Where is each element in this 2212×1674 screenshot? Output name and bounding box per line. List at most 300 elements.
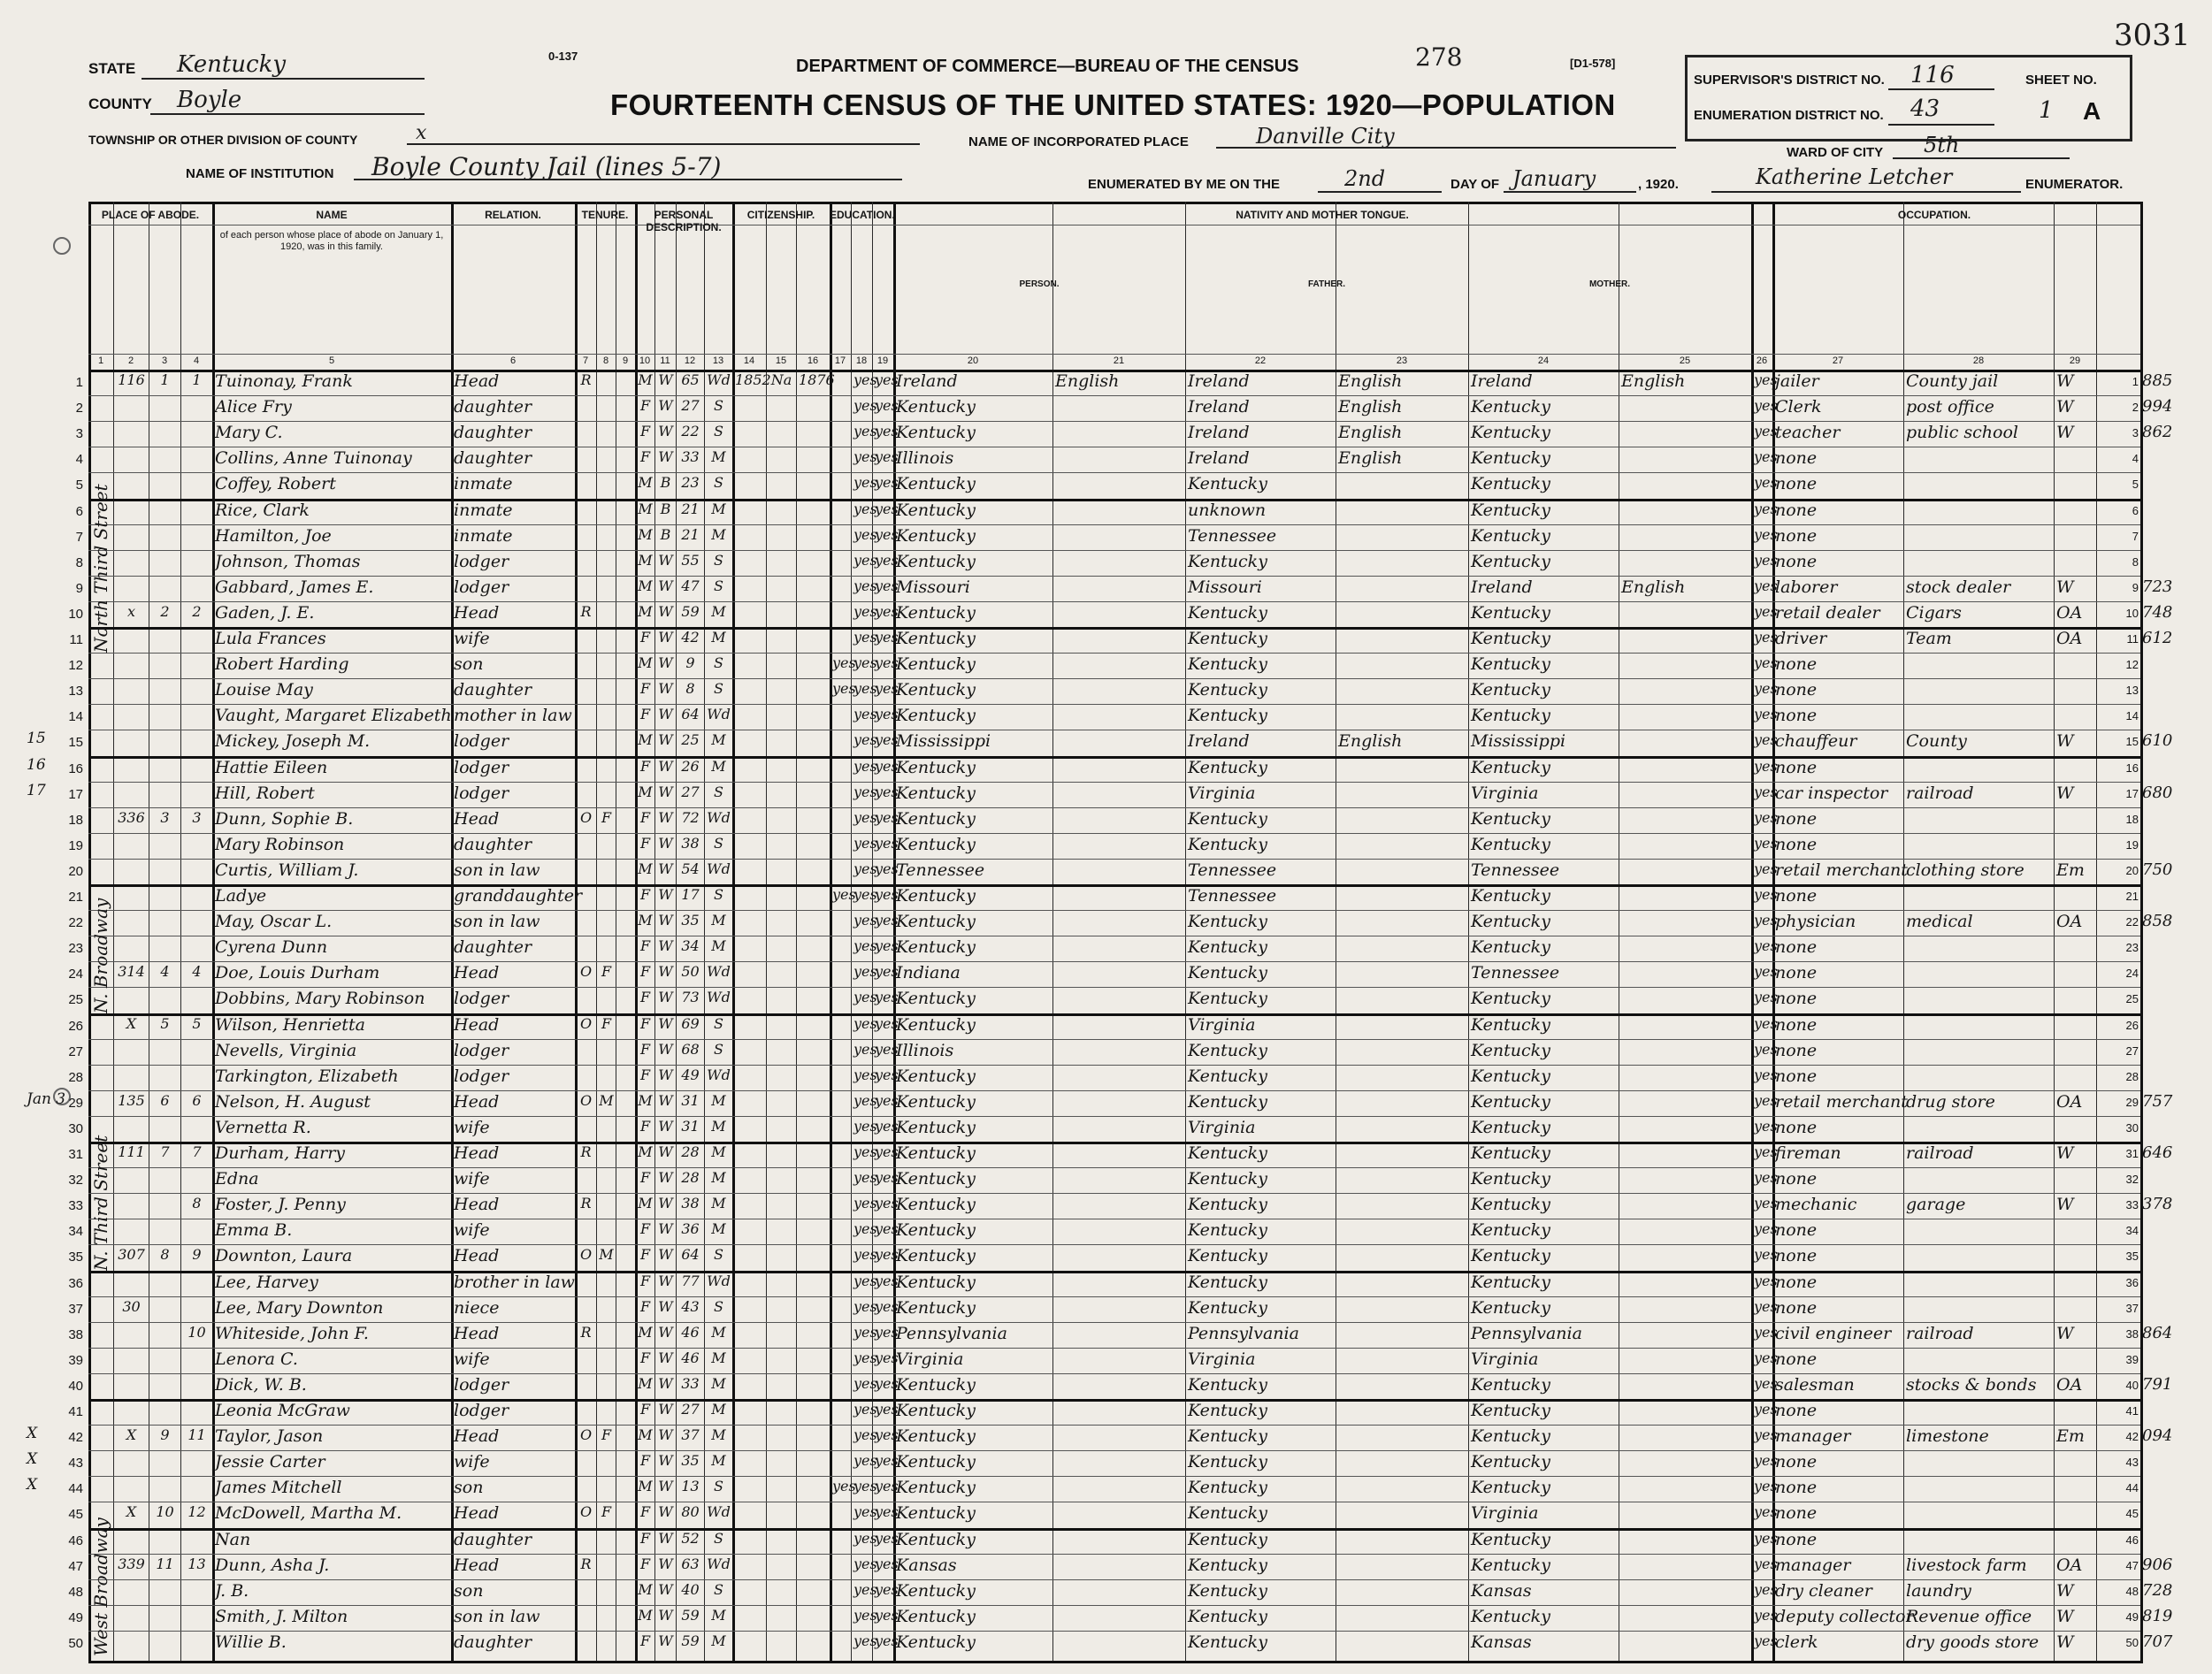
- column-group-heading: RELATION.: [485, 209, 541, 221]
- cell-rel: inmate: [454, 500, 513, 520]
- cell-eng: yes: [1754, 1169, 1778, 1187]
- cell-sex: M: [638, 1580, 653, 1598]
- enumerator-name: Katherine Letcher: [1756, 164, 1953, 189]
- cell-ftongue: English: [1338, 448, 1403, 469]
- cell-race: W: [658, 371, 673, 388]
- row-number: 32: [68, 1173, 83, 1189]
- cell-pob: Kentucky: [896, 1452, 976, 1472]
- cell-age: 50: [681, 963, 700, 981]
- cell-name: Doe, Louis Durham: [215, 963, 380, 983]
- cell-occ: none: [1775, 886, 1818, 906]
- cell-cls: OA: [2056, 912, 2083, 932]
- cell-occ: none: [1775, 757, 1818, 777]
- cell-occ: none: [1775, 834, 1818, 854]
- cell-eng: yes: [1754, 577, 1778, 594]
- cell-age: 59: [681, 1606, 700, 1624]
- cell-age: 49: [681, 1066, 700, 1083]
- column-number: 10: [639, 355, 651, 366]
- cell-wr: yes: [875, 1374, 899, 1392]
- cell-rd: yes: [853, 1297, 877, 1315]
- cell-sex: M: [638, 1091, 653, 1109]
- cell-rel: lodger: [454, 1040, 509, 1060]
- cell-sex: M: [638, 474, 653, 492]
- occupation-code: 094: [2142, 1426, 2173, 1446]
- cell-rel: Head: [454, 1091, 500, 1112]
- occupation-code: 612: [2142, 629, 2173, 647]
- cell-race: W: [658, 1632, 673, 1649]
- row-number-right: 27: [2125, 1043, 2139, 1058]
- cell-wr: yes: [875, 1632, 899, 1649]
- enumerated-label: ENUMERATED BY ME ON THE: [1088, 177, 1280, 192]
- cell-name: Robert Harding: [215, 654, 349, 675]
- cell-yr: 1852: [735, 371, 771, 388]
- cell-mpob: Kentucky: [1471, 1195, 1550, 1215]
- cell-pob: Kentucky: [896, 937, 976, 958]
- cell-sex: M: [638, 551, 653, 569]
- cell-age: 35: [681, 912, 700, 929]
- cell-wr: yes: [875, 680, 899, 698]
- column-group-heading: EDUCATION.: [830, 209, 895, 221]
- cell-age: 59: [681, 602, 700, 620]
- cell-mar: M: [711, 731, 726, 749]
- cell-mpob: Virginia: [1471, 783, 1539, 803]
- row-number: 28: [68, 1069, 83, 1085]
- cell-race: W: [658, 602, 673, 620]
- row-number: 44: [68, 1481, 83, 1497]
- row-number: 38: [68, 1326, 83, 1342]
- cell-fpob: Kentucky: [1188, 680, 1267, 700]
- cell-fpob: Kentucky: [1188, 629, 1267, 648]
- cell-race: W: [658, 1555, 673, 1572]
- row-number: 40: [68, 1378, 83, 1394]
- cell-fpob: Kentucky: [1188, 1220, 1267, 1241]
- cell-rd: yes: [853, 937, 877, 955]
- cell-eng: yes: [1754, 629, 1778, 646]
- cell-mpob: Kentucky: [1471, 937, 1550, 958]
- cell-race: W: [658, 1091, 673, 1109]
- cell-rd: yes: [853, 1478, 877, 1495]
- row-number: 43: [68, 1456, 83, 1471]
- cell-occ: none: [1775, 1040, 1818, 1060]
- nativity-subheading: FATHER.: [1307, 279, 1346, 289]
- cell-age: 21: [681, 500, 700, 517]
- cell-fpob: Kentucky: [1188, 1452, 1267, 1472]
- cell-dw: x: [126, 602, 136, 620]
- cell-rd: yes: [853, 1606, 877, 1624]
- row-number-right: 43: [2125, 1456, 2139, 1470]
- cell-wr: yes: [875, 1117, 899, 1135]
- cell-name: Mary C.: [215, 423, 283, 443]
- cell-mpob: Kentucky: [1471, 1606, 1550, 1626]
- column-number: 27: [1832, 355, 1844, 366]
- cell-name: Whiteside, John F.: [215, 1323, 369, 1343]
- cell-dw: 30: [122, 1297, 141, 1315]
- cell-name: McDowell, Martha M.: [215, 1503, 402, 1524]
- cell-age: 64: [681, 1246, 700, 1264]
- cell-nat: Na: [770, 371, 792, 388]
- cell-wr: yes: [875, 1220, 899, 1238]
- cell-race: W: [658, 783, 673, 800]
- cell-age: 72: [681, 808, 700, 826]
- cell-rd: yes: [853, 654, 877, 672]
- row-number-right: 46: [2125, 1533, 2139, 1547]
- cell-age: 23: [681, 474, 700, 492]
- row-number: 8: [75, 554, 83, 570]
- cell-eng: yes: [1754, 1014, 1778, 1032]
- cell-wr: yes: [875, 1503, 899, 1521]
- cell-rel: inmate: [454, 474, 513, 494]
- department-title: DEPARTMENT OF COMMERCE—BUREAU OF THE CENSUS: [796, 57, 1299, 76]
- cell-occ: none: [1775, 1220, 1818, 1241]
- cell-wr: yes: [875, 1349, 899, 1366]
- cell-occ: chauffeur: [1775, 731, 1857, 752]
- row-number: 35: [68, 1250, 83, 1265]
- row-number-right: 29: [2125, 1095, 2139, 1109]
- cell-eng: yes: [1754, 937, 1778, 955]
- cell-occ: none: [1775, 448, 1818, 469]
- cell-race: W: [658, 808, 673, 826]
- cell-sex: F: [639, 1452, 651, 1470]
- cell-occ: laborer: [1775, 577, 1838, 597]
- cell-own: F: [601, 1426, 612, 1444]
- cell-sex: M: [638, 1143, 653, 1160]
- cell-ten: O: [579, 1014, 593, 1032]
- column-number: 19: [876, 355, 889, 366]
- cell-rd: yes: [853, 1091, 877, 1109]
- occupation-code: 864: [2142, 1323, 2173, 1342]
- cell-mar: Wd: [707, 1066, 731, 1083]
- column-number: 16: [807, 355, 819, 366]
- cell-sex: M: [638, 1323, 653, 1341]
- cell-race: W: [658, 1349, 673, 1366]
- cell-mar: M: [711, 757, 726, 775]
- cell-name: Curtis, William J.: [215, 860, 359, 880]
- cell-occ: none: [1775, 1401, 1818, 1420]
- district-box: [1685, 55, 2132, 141]
- occupation-code: 378: [2142, 1195, 2173, 1214]
- cell-f: 7: [192, 1143, 202, 1160]
- cell-wr: yes: [875, 1580, 899, 1598]
- row-number: 48: [68, 1584, 83, 1600]
- row-number: 39: [68, 1352, 83, 1368]
- cell-wr: yes: [875, 602, 899, 620]
- cell-wr: yes: [875, 577, 899, 594]
- cell-occ: none: [1775, 1478, 1818, 1498]
- cell-name: Nevells, Virginia: [215, 1040, 357, 1060]
- cell-fpob: Kentucky: [1188, 1195, 1267, 1215]
- column-number: 20: [967, 355, 979, 366]
- cell-sex: M: [638, 577, 653, 594]
- margin-note: 15: [27, 730, 46, 748]
- cell-rd: yes: [853, 1426, 877, 1444]
- cell-name: Edna: [215, 1169, 259, 1189]
- cell-race: W: [658, 1606, 673, 1624]
- cell-age: 73: [681, 989, 700, 1006]
- cell-occ: none: [1775, 654, 1818, 675]
- cell-cls: W: [2056, 1580, 2074, 1601]
- cell-pob: Kentucky: [896, 474, 976, 494]
- row-number: 7: [75, 529, 83, 545]
- cell-race: W: [658, 886, 673, 903]
- cell-name: Johnson, Thomas: [215, 551, 361, 571]
- cell-eng: yes: [1754, 1323, 1778, 1341]
- column-number: 22: [1254, 355, 1267, 366]
- corner-number: 3031: [2114, 18, 2191, 53]
- margin-note: X: [27, 1476, 38, 1494]
- cell-eng: yes: [1754, 731, 1778, 749]
- cell-pob: Kentucky: [896, 706, 976, 726]
- occupation-code: 994: [2142, 397, 2173, 417]
- cell-fpob: Pennsylvania: [1188, 1323, 1299, 1343]
- cell-race: W: [658, 1195, 673, 1212]
- cell-occ: none: [1775, 989, 1818, 1009]
- cell-eng: yes: [1754, 1401, 1778, 1418]
- cell-fpob: Kentucky: [1188, 1246, 1267, 1266]
- cell-rel: granddaughter: [454, 886, 583, 906]
- cell-rd: yes: [853, 577, 877, 594]
- cell-d: 5: [160, 1014, 170, 1032]
- cell-occ: none: [1775, 551, 1818, 571]
- cell-age: 35: [681, 1452, 700, 1470]
- nativity-subheading: MOTHER.: [1588, 279, 1631, 289]
- column-group-heading: CITIZENSHIP.: [746, 209, 815, 221]
- row-number-right: 33: [2125, 1198, 2139, 1212]
- cell-rd: yes: [853, 629, 877, 646]
- cell-ind: stocks & bonds: [1906, 1374, 2037, 1395]
- occupation-code: 906: [2142, 1555, 2173, 1574]
- cell-tongue: English: [1055, 371, 1120, 391]
- cell-race: W: [658, 1323, 673, 1341]
- cell-fpob: Kentucky: [1188, 1091, 1267, 1112]
- cell-rd: yes: [853, 1169, 877, 1187]
- street-name: West Broadway: [90, 1517, 111, 1656]
- cell-fpob: Kentucky: [1188, 474, 1267, 494]
- row-number-right: 39: [2125, 1352, 2139, 1366]
- cell-ind: public school: [1906, 423, 2018, 443]
- cell-name: Alice Fry: [215, 397, 292, 417]
- column-number: 8: [602, 355, 609, 366]
- row-number-right: 13: [2125, 684, 2139, 698]
- cell-name: Hamilton, Joe: [215, 525, 332, 546]
- cell-mpob: Kentucky: [1471, 397, 1550, 417]
- cell-fpob: Kentucky: [1188, 1606, 1267, 1626]
- row-number: 26: [68, 1018, 83, 1034]
- cell-name: Mary Robinson: [215, 834, 345, 854]
- cell-rd: yes: [853, 1374, 877, 1392]
- punch-hole: [53, 237, 71, 255]
- column-number: 1: [97, 355, 104, 366]
- cell-ind: garage: [1906, 1195, 1966, 1215]
- row-number: 31: [68, 1147, 83, 1162]
- cell-mar: Wd: [707, 989, 731, 1006]
- cell-mar: Wd: [707, 1503, 731, 1521]
- cell-sex: F: [639, 1349, 651, 1366]
- row-number-right: 8: [2132, 554, 2139, 569]
- cell-pob: Kentucky: [896, 500, 976, 520]
- cell-pob: Kentucky: [896, 397, 976, 417]
- cell-nyr: 1876: [799, 371, 835, 388]
- column-number: 11: [660, 355, 670, 366]
- cell-eng: yes: [1754, 680, 1778, 698]
- cell-race: W: [658, 1220, 673, 1238]
- cell-rd: yes: [853, 371, 877, 388]
- cell-rel: daughter: [454, 1632, 532, 1652]
- cell-mpob: Kentucky: [1471, 654, 1550, 675]
- cell-name: Leonia McGraw: [215, 1401, 350, 1420]
- cell-fpob: Kentucky: [1188, 834, 1267, 854]
- cell-dw: 339: [118, 1555, 145, 1572]
- cell-rel: son in law: [454, 912, 540, 932]
- cell-fpob: Kentucky: [1188, 602, 1267, 623]
- cell-occ: retail dealer: [1775, 602, 1880, 623]
- cell-race: W: [658, 731, 673, 749]
- column-group-heading: NAME: [316, 209, 348, 221]
- cell-mar: M: [711, 1220, 726, 1238]
- row-number: 46: [68, 1533, 83, 1548]
- cell-sex: M: [638, 371, 653, 388]
- cell-mpob: Kentucky: [1471, 1014, 1550, 1035]
- cell-pob: Virginia: [896, 1349, 964, 1369]
- sheet-label: SHEET NO.: [2025, 73, 2097, 88]
- row-number: 14: [68, 709, 83, 725]
- row-number: 41: [68, 1404, 83, 1419]
- cell-ten: O: [579, 808, 593, 826]
- cell-age: 27: [681, 397, 700, 415]
- cell-race: W: [658, 1169, 673, 1187]
- cell-race: W: [658, 963, 673, 981]
- cell-mar: M: [711, 1632, 726, 1649]
- cell-age: 33: [681, 1374, 700, 1392]
- row-number-right: 28: [2125, 1069, 2139, 1083]
- cell-sex: M: [638, 500, 653, 517]
- cell-fpob: Kentucky: [1188, 757, 1267, 777]
- row-number: 3: [75, 426, 83, 442]
- column-number: 17: [834, 355, 846, 366]
- cell-rel: Head: [454, 1246, 500, 1266]
- cell-ten: O: [579, 1246, 593, 1264]
- cell-name: Tuinonay, Frank: [215, 371, 353, 391]
- cell-mar: M: [711, 1401, 726, 1418]
- cell-mar: S: [714, 577, 723, 594]
- cell-rel: daughter: [454, 1529, 532, 1549]
- cell-dw: 135: [118, 1091, 145, 1109]
- cell-name: Lula Frances: [215, 629, 326, 648]
- cell-dw: 314: [118, 963, 145, 981]
- cell-fpob: Kentucky: [1188, 1401, 1267, 1420]
- cell-rd: yes: [853, 474, 877, 492]
- cell-ind: Revenue office: [1906, 1606, 2032, 1626]
- occupation-code: 791: [2142, 1374, 2173, 1394]
- cell-mar: S: [714, 1246, 723, 1264]
- occupation-code: 723: [2142, 577, 2173, 596]
- cell-ind: clothing store: [1906, 860, 2024, 880]
- cell-mpob: Kentucky: [1471, 912, 1550, 932]
- cell-wr: yes: [875, 989, 899, 1006]
- row-number-right: 11: [2126, 632, 2139, 646]
- name-column-instruction: of each person whose place of abode on January 1, 1920, was in this family.: [219, 230, 444, 252]
- cell-wr: yes: [875, 1272, 899, 1289]
- cell-wr: yes: [875, 1426, 899, 1444]
- cell-fpob: Tennessee: [1188, 525, 1277, 546]
- cell-occ: clerk: [1775, 1632, 1818, 1652]
- cell-own: M: [599, 1246, 614, 1264]
- institution-label: NAME OF INSTITUTION: [186, 166, 334, 181]
- cell-dw: 307: [118, 1246, 145, 1264]
- cell-sex: F: [639, 808, 651, 826]
- row-number: 17: [68, 786, 83, 802]
- cell-eng: yes: [1754, 1580, 1778, 1598]
- cell-rel: wife: [454, 1452, 490, 1472]
- row-number-right: 32: [2125, 1173, 2139, 1187]
- row-number-right: 18: [2125, 812, 2139, 826]
- cell-rd: yes: [853, 680, 877, 698]
- cell-pob: Kentucky: [896, 1014, 976, 1035]
- cell-occ: none: [1775, 808, 1818, 829]
- cell-rd: yes: [853, 525, 877, 543]
- cell-rel: inmate: [454, 525, 513, 546]
- cell-name: Foster, J. Penny: [215, 1195, 346, 1215]
- row-number-right: 26: [2125, 1018, 2139, 1032]
- row-number-right: 23: [2125, 941, 2139, 955]
- cell-ind: stock dealer: [1906, 577, 2011, 597]
- enumerated-day: 2nd: [1344, 166, 1386, 191]
- cell-occ: none: [1775, 1014, 1818, 1035]
- place-label: NAME OF INCORPORATED PLACE: [968, 134, 1189, 149]
- sheet-letter: A: [2083, 97, 2101, 125]
- cell-race: W: [658, 1272, 673, 1289]
- cell-pob: Illinois: [896, 1040, 954, 1060]
- cell-mpob: Kentucky: [1471, 1143, 1550, 1163]
- row-number-right: 16: [2125, 761, 2139, 775]
- row-number-right: 24: [2125, 967, 2139, 981]
- cell-rel: son in law: [454, 860, 540, 880]
- cell-occ: none: [1775, 1169, 1818, 1189]
- cell-ten: O: [579, 1091, 593, 1109]
- occupation-code: 757: [2142, 1091, 2173, 1111]
- cell-pob: Indiana: [896, 963, 961, 983]
- column-group-heading: TENURE.: [581, 209, 629, 221]
- cell-ten: O: [579, 963, 593, 981]
- cell-ftongue: English: [1338, 397, 1403, 417]
- cell-eng: yes: [1754, 834, 1778, 852]
- cell-d: 1: [160, 371, 170, 388]
- cell-ind: County jail: [1906, 371, 1999, 391]
- cell-rd: yes: [853, 1220, 877, 1238]
- cell-occ: physician: [1775, 912, 1856, 932]
- cell-eng: yes: [1754, 1220, 1778, 1238]
- cell-rd: yes: [853, 808, 877, 826]
- cell-sex: F: [639, 629, 651, 646]
- cell-fpob: Ireland: [1188, 371, 1250, 391]
- cell-name: Hattie Eileen: [215, 757, 328, 777]
- cell-mpob: Kentucky: [1471, 1220, 1550, 1241]
- row-number: 9: [75, 580, 83, 596]
- cell-fpob: Kentucky: [1188, 1529, 1267, 1549]
- cell-name: Nelson, H. August: [215, 1091, 371, 1112]
- cell-name: Gaden, J. E.: [215, 602, 315, 623]
- cell-occ: dry cleaner: [1775, 1580, 1872, 1601]
- cell-pob: Kentucky: [896, 1143, 976, 1163]
- cell-pob: Kentucky: [896, 783, 976, 803]
- cell-d: 11: [156, 1555, 174, 1572]
- cell-race: W: [658, 937, 673, 955]
- cell-sex: M: [638, 1606, 653, 1624]
- column-number: 25: [1679, 355, 1691, 366]
- cell-fpob: unknown: [1188, 500, 1267, 520]
- row-number-right: 30: [2125, 1120, 2139, 1135]
- cell-eng: yes: [1754, 1297, 1778, 1315]
- cell-ftongue: English: [1338, 731, 1403, 752]
